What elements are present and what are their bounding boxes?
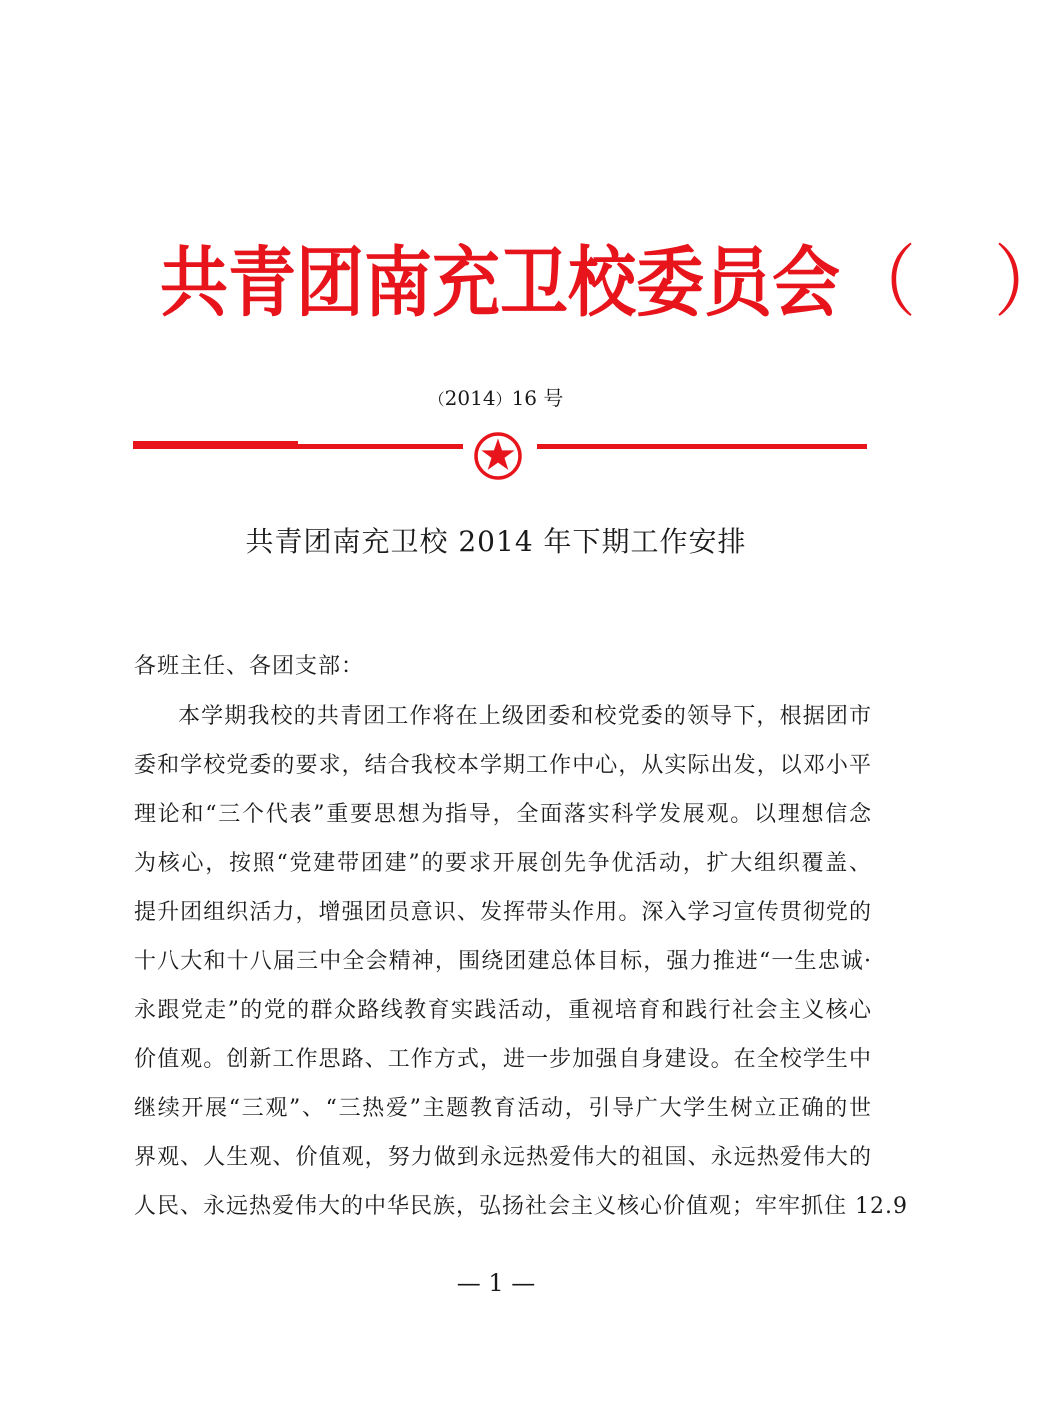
red-rule-left bbox=[133, 444, 463, 449]
doc-number-paren-open: （ bbox=[428, 390, 445, 409]
document-number bbox=[0, 384, 992, 414]
doc-number-paren-close: ） bbox=[495, 390, 512, 409]
document-title: 共青团南充卫校 2014 年下期工作安排 bbox=[245, 525, 747, 558]
masthead-title-text: 共青团南充卫校委员会 bbox=[160, 239, 841, 328]
paragraph-line: 提升团组织活力，增强团员意识、发挥带头作用。深入学习宣传贯彻党的 bbox=[134, 900, 872, 925]
doc-number-value: 16 号 bbox=[511, 386, 564, 410]
paragraph-line: 本学期我校的共青团工作将在上级团委和校党委的领导下，根据团市 bbox=[178, 704, 872, 729]
paragraph-line: 十八大和十八届三中全会精神，围绕团建总体目标，强力推进“一生忠诚· bbox=[134, 949, 872, 974]
paragraph-line: 委和学校党委的要求，结合我校本学期工作中心，从实际出发，以邓小平 bbox=[134, 753, 872, 778]
paragraph-line: 继续开展“三观”、“三热爱”主题教育活动，引导广大学生树立正确的世 bbox=[134, 1096, 872, 1121]
paragraph-line: 价值观。创新工作思路、工作方式，进一步加强自身建设。在全校学生中 bbox=[134, 1047, 872, 1072]
paragraph-line: 界观、人生观、价值观，努力做到永远热爱伟大的祖国、永远热爱伟大的 bbox=[134, 1145, 872, 1170]
salutation: 各班主任、各团支部： bbox=[134, 654, 365, 679]
page-number: — 1 — bbox=[456, 1269, 536, 1297]
paragraph-line: 永跟党走”的党的群众路线教育实践活动，重视培育和践行社会主义核心 bbox=[134, 998, 872, 1023]
paragraph-line: 为核心，按照“党建带团建”的要求开展创先争优活动，扩大组织覆盖、 bbox=[134, 851, 872, 876]
red-rule-right bbox=[537, 444, 867, 449]
masthead-paren-close: ） bbox=[994, 236, 1064, 328]
paragraph-line: 人民、永远热爱伟大的中华民族，弘扬社会主义核心价值观；牢牢抓住 12.9 bbox=[134, 1194, 908, 1219]
masthead-title bbox=[160, 226, 1064, 338]
red-star-icon bbox=[472, 430, 524, 482]
body-paragraph bbox=[134, 700, 908, 1239]
doc-number-year: 2014 bbox=[444, 386, 496, 410]
paragraph-line: 理论和“三个代表”重要思想为指导，全面落实科学发展观。以理想信念 bbox=[134, 802, 872, 827]
masthead-paren-open: （ bbox=[846, 236, 917, 328]
